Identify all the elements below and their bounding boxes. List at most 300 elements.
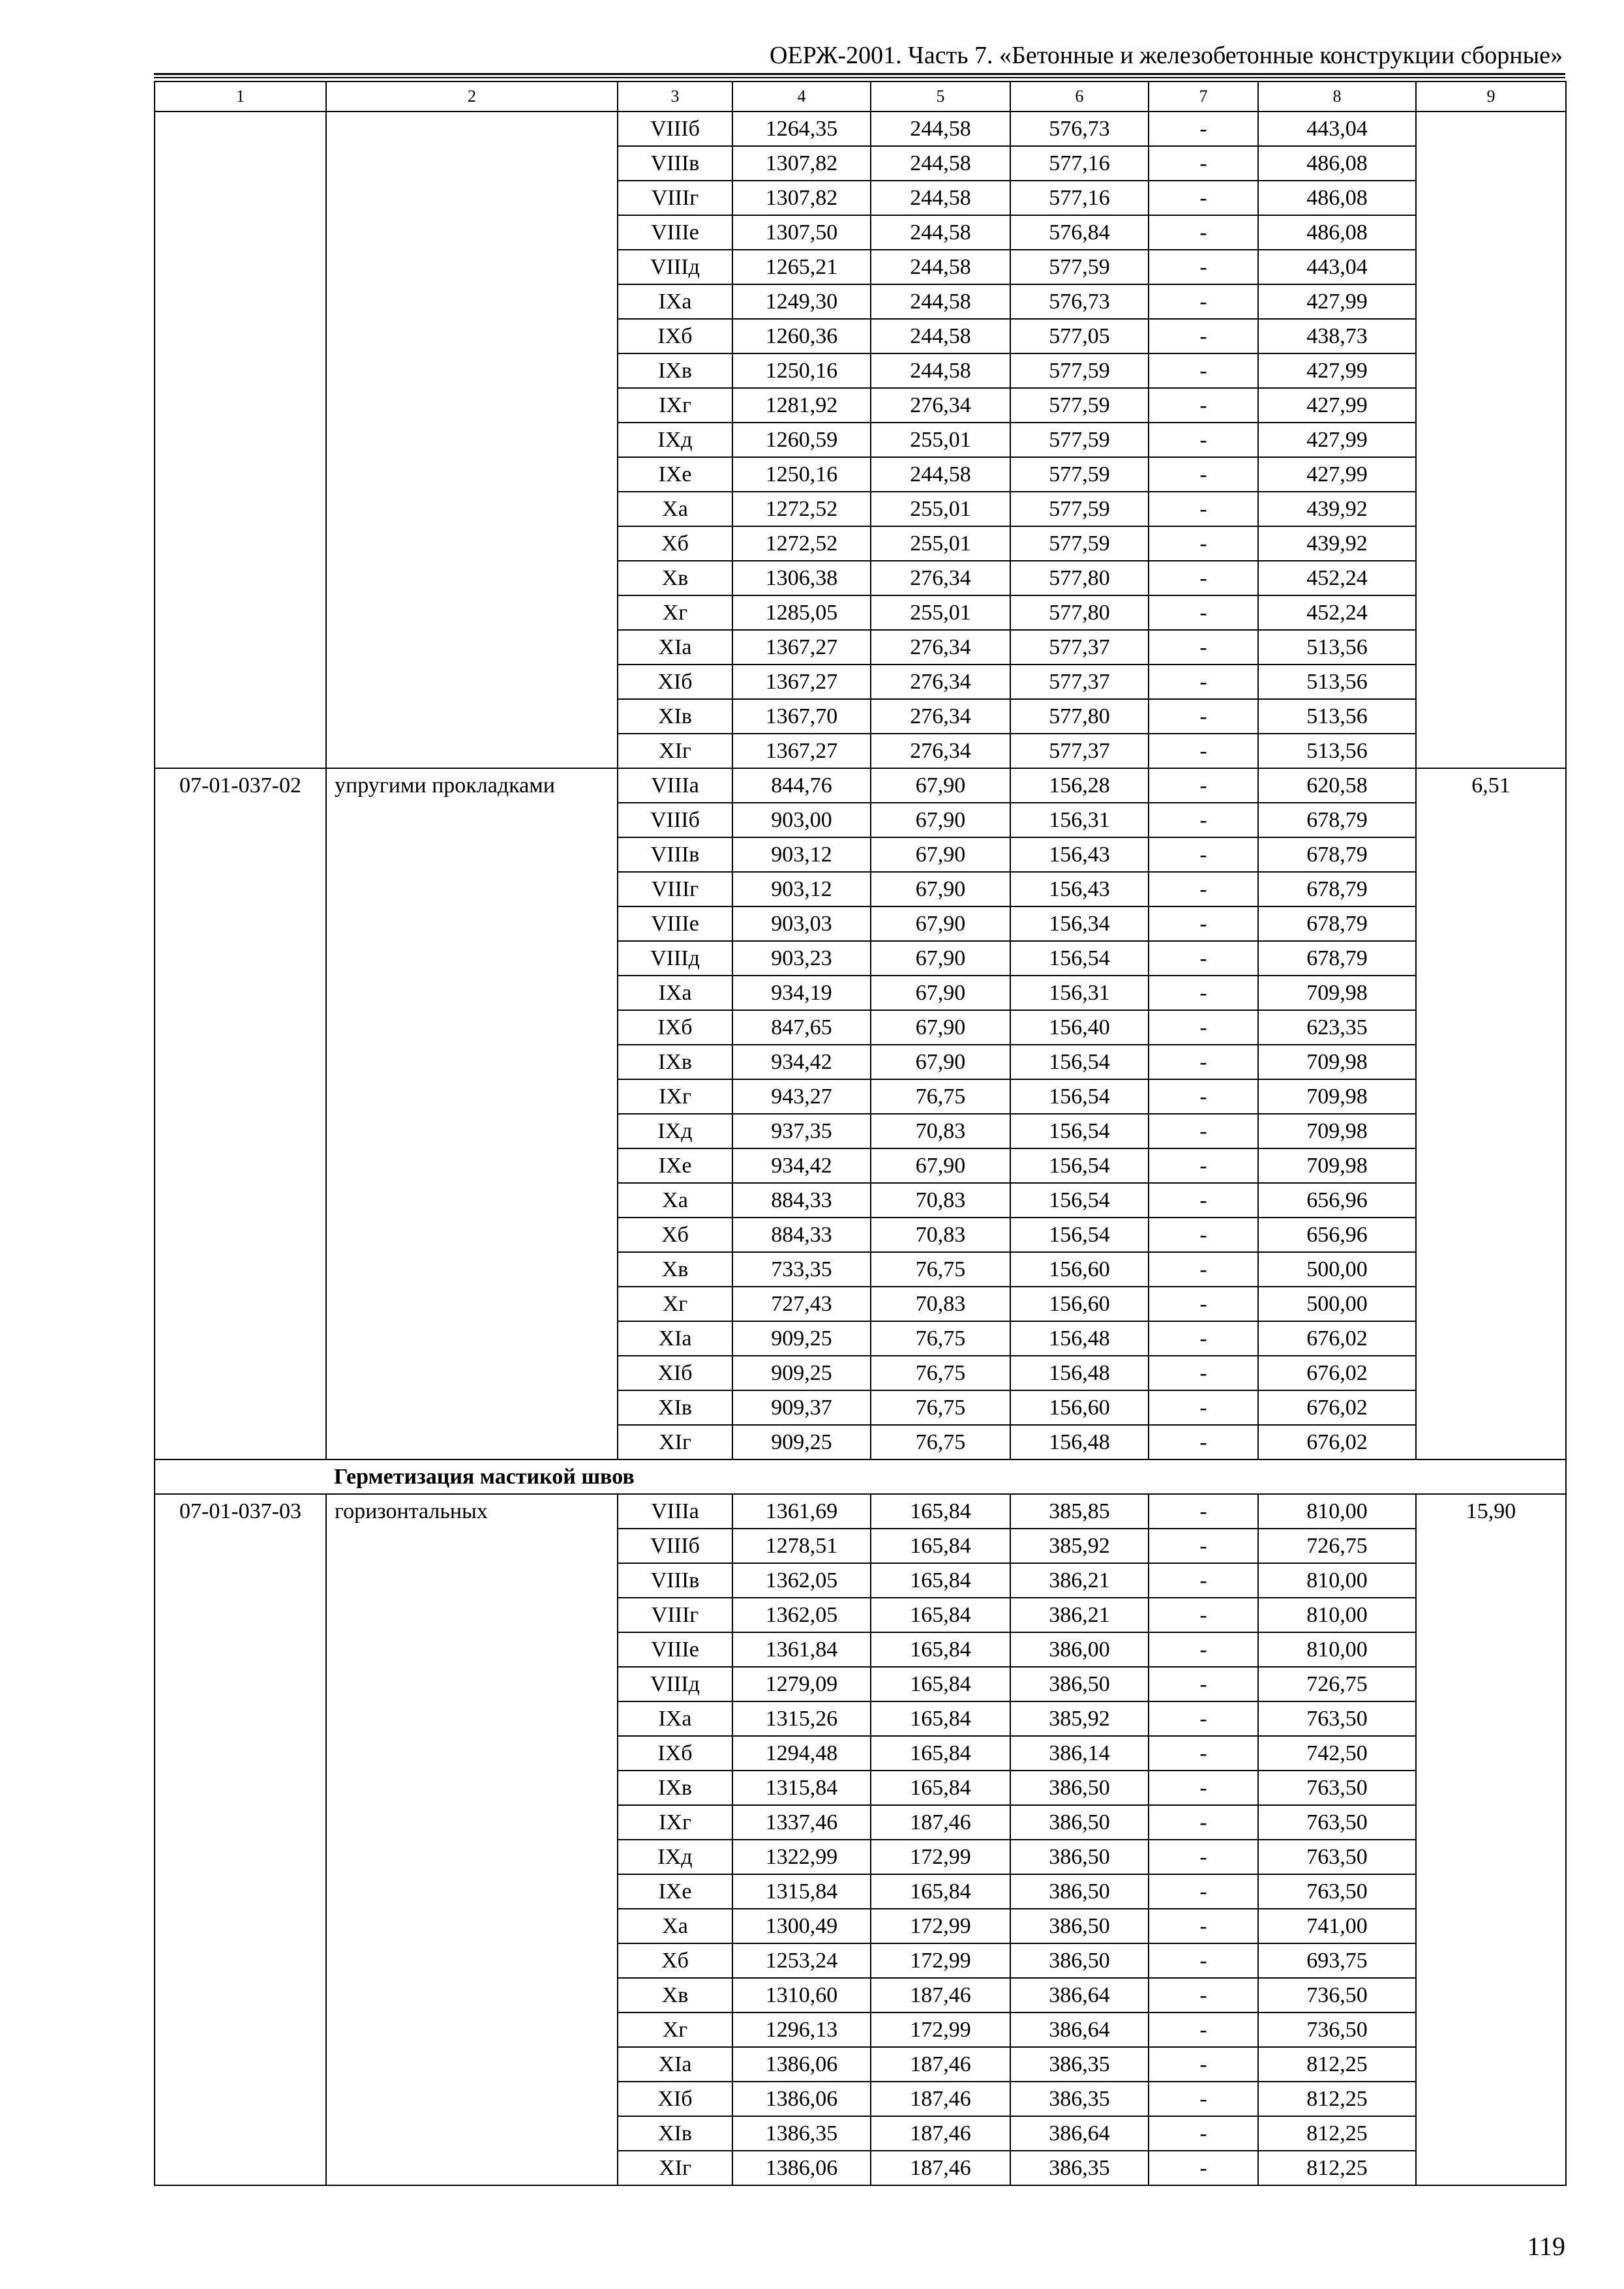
category-cell: VIIIг xyxy=(618,872,732,906)
materials-cell: 810,00 xyxy=(1258,1598,1416,1632)
wages-cell: 276,34 xyxy=(871,388,1010,423)
category-cell: IXд xyxy=(618,1840,732,1874)
drivers-wages-cell: - xyxy=(1149,2012,1258,2047)
wages-cell: 76,75 xyxy=(871,1252,1010,1287)
materials-cell: 486,08 xyxy=(1258,181,1416,215)
materials-cell: 500,00 xyxy=(1258,1252,1416,1287)
drivers-wages-cell: - xyxy=(1149,319,1258,353)
total-cost-cell: 1279,09 xyxy=(732,1667,871,1701)
drivers-wages-cell: - xyxy=(1149,1840,1258,1874)
materials-cell: 812,25 xyxy=(1258,2116,1416,2151)
machinery-cell: 577,80 xyxy=(1010,699,1149,734)
category-cell: XIа xyxy=(618,1321,732,1356)
category-cell: Xв xyxy=(618,1252,732,1287)
total-cost-cell: 909,25 xyxy=(732,1425,871,1459)
wages-cell: 187,46 xyxy=(871,2151,1010,2185)
total-cost-cell: 1315,84 xyxy=(732,1771,871,1805)
category-cell: VIIIв xyxy=(618,1563,732,1598)
category-cell: VIIIг xyxy=(618,181,732,215)
total-cost-cell: 1386,06 xyxy=(732,2047,871,2082)
item-name: горизонтальных xyxy=(326,1494,618,2185)
drivers-wages-cell: - xyxy=(1149,1771,1258,1805)
materials-cell: 500,00 xyxy=(1258,1287,1416,1321)
total-cost-cell: 1315,26 xyxy=(732,1701,871,1736)
wages-cell: 76,75 xyxy=(871,1079,1010,1114)
drivers-wages-cell: - xyxy=(1149,768,1258,803)
materials-cell: 678,79 xyxy=(1258,872,1416,906)
drivers-wages-cell: - xyxy=(1149,699,1258,734)
machinery-cell: 386,64 xyxy=(1010,2116,1149,2151)
total-cost-cell: 1306,38 xyxy=(732,561,871,595)
total-cost-cell: 903,12 xyxy=(732,872,871,906)
machinery-cell: 386,64 xyxy=(1010,1978,1149,2012)
materials-cell: 763,50 xyxy=(1258,1874,1416,1909)
total-cost-cell: 1281,92 xyxy=(732,388,871,423)
drivers-wages-cell: - xyxy=(1149,1632,1258,1667)
drivers-wages-cell: - xyxy=(1149,1148,1258,1183)
machinery-cell: 386,50 xyxy=(1010,1667,1149,1701)
category-cell: VIIIд xyxy=(618,1667,732,1701)
machinery-cell: 577,59 xyxy=(1010,388,1149,423)
drivers-wages-cell: - xyxy=(1149,1218,1258,1252)
drivers-wages-cell: - xyxy=(1149,526,1258,561)
materials-cell: 736,50 xyxy=(1258,2012,1416,2047)
materials-cell: 427,99 xyxy=(1258,457,1416,492)
machinery-cell: 156,54 xyxy=(1010,1079,1149,1114)
drivers-wages-cell: - xyxy=(1149,872,1258,906)
total-cost-cell: 1265,21 xyxy=(732,250,871,284)
wages-cell: 70,83 xyxy=(871,1287,1010,1321)
drivers-wages-cell: - xyxy=(1149,423,1258,457)
drivers-wages-cell: - xyxy=(1149,734,1258,768)
materials-cell: 810,00 xyxy=(1258,1632,1416,1667)
wages-cell: 165,84 xyxy=(871,1701,1010,1736)
drivers-wages-cell: - xyxy=(1149,1079,1258,1114)
drivers-wages-cell: - xyxy=(1149,1390,1258,1425)
wages-cell: 165,84 xyxy=(871,1632,1010,1667)
total-cost-cell: 903,23 xyxy=(732,941,871,976)
category-cell: VIIIе xyxy=(618,215,732,250)
machinery-cell: 577,59 xyxy=(1010,526,1149,561)
total-cost-cell: 1362,05 xyxy=(732,1563,871,1598)
category-cell: XIв xyxy=(618,699,732,734)
table-row xyxy=(155,768,1566,803)
materials-cell: 513,56 xyxy=(1258,665,1416,699)
drivers-wages-cell: - xyxy=(1149,1978,1258,2012)
wages-cell: 244,58 xyxy=(871,319,1010,353)
total-cost-cell: 1367,27 xyxy=(732,734,871,768)
category-cell: VIIIд xyxy=(618,941,732,976)
total-cost-cell: 1367,27 xyxy=(732,665,871,699)
drivers-wages-cell: - xyxy=(1149,561,1258,595)
machinery-cell: 156,31 xyxy=(1010,976,1149,1010)
drivers-wages-cell: - xyxy=(1149,1563,1258,1598)
materials-cell: 726,75 xyxy=(1258,1667,1416,1701)
category-cell: IXб xyxy=(618,1736,732,1771)
wages-cell: 67,90 xyxy=(871,976,1010,1010)
machinery-cell: 385,92 xyxy=(1010,1701,1149,1736)
category-cell: IXа xyxy=(618,1701,732,1736)
machinery-cell: 386,64 xyxy=(1010,2012,1149,2047)
category-cell: XIв xyxy=(618,1390,732,1425)
materials-cell: 709,98 xyxy=(1258,1079,1416,1114)
drivers-wages-cell: - xyxy=(1149,2116,1258,2151)
column-number: 4 xyxy=(732,82,871,112)
category-cell: XIб xyxy=(618,665,732,699)
materials-cell: 763,50 xyxy=(1258,1840,1416,1874)
drivers-wages-cell: - xyxy=(1149,976,1258,1010)
machinery-cell: 156,54 xyxy=(1010,1148,1149,1183)
category-cell: VIIIб xyxy=(618,112,732,146)
wages-cell: 276,34 xyxy=(871,630,1010,665)
drivers-wages-cell: - xyxy=(1149,1356,1258,1390)
category-cell: Xг xyxy=(618,2012,732,2047)
machinery-cell: 577,16 xyxy=(1010,181,1149,215)
category-cell: Xв xyxy=(618,1978,732,2012)
drivers-wages-cell: - xyxy=(1149,1287,1258,1321)
category-cell: IXв xyxy=(618,1045,732,1079)
machinery-cell: 386,35 xyxy=(1010,2151,1149,2185)
wages-cell: 187,46 xyxy=(871,2082,1010,2116)
wages-cell: 187,46 xyxy=(871,1805,1010,1840)
rates-table xyxy=(154,81,1567,2186)
wages-cell: 187,46 xyxy=(871,2116,1010,2151)
total-cost-cell: 1250,16 xyxy=(732,457,871,492)
total-cost-cell: 1310,60 xyxy=(732,1978,871,2012)
machinery-cell: 576,73 xyxy=(1010,112,1149,146)
total-cost-cell: 1260,59 xyxy=(732,423,871,457)
total-cost-cell: 1362,05 xyxy=(732,1598,871,1632)
machinery-cell: 577,37 xyxy=(1010,734,1149,768)
total-cost-cell: 733,35 xyxy=(732,1252,871,1287)
wages-cell: 67,90 xyxy=(871,941,1010,976)
wages-cell: 172,99 xyxy=(871,2012,1010,2047)
wages-cell: 67,90 xyxy=(871,768,1010,803)
drivers-wages-cell: - xyxy=(1149,1010,1258,1045)
machinery-cell: 576,84 xyxy=(1010,215,1149,250)
category-cell: IXв xyxy=(618,1771,732,1805)
wages-cell: 67,90 xyxy=(871,803,1010,837)
wages-cell: 165,84 xyxy=(871,1667,1010,1701)
category-cell: XIа xyxy=(618,630,732,665)
materials-cell: 676,02 xyxy=(1258,1390,1416,1425)
wages-cell: 244,58 xyxy=(871,146,1010,181)
drivers-wages-cell: - xyxy=(1149,941,1258,976)
drivers-wages-cell: - xyxy=(1149,1183,1258,1218)
drivers-wages-cell: - xyxy=(1149,250,1258,284)
total-cost-cell: 1250,16 xyxy=(732,353,871,388)
category-cell: VIIIе xyxy=(618,1632,732,1667)
category-cell: IXб xyxy=(618,319,732,353)
materials-cell: 693,75 xyxy=(1258,1943,1416,1978)
total-cost-cell: 884,33 xyxy=(732,1183,871,1218)
drivers-wages-cell: - xyxy=(1149,1667,1258,1701)
category-cell: VIIIе xyxy=(618,906,732,941)
total-cost-cell: 727,43 xyxy=(732,1287,871,1321)
materials-cell: 443,04 xyxy=(1258,112,1416,146)
column-number: 8 xyxy=(1258,82,1416,112)
machinery-cell: 577,37 xyxy=(1010,665,1149,699)
document-header-title: ОЕРЖ-2001. Часть 7. «Бетонные и железобетонные конструкции сборные» xyxy=(770,42,1563,69)
drivers-wages-cell: - xyxy=(1149,1598,1258,1632)
machinery-cell: 156,60 xyxy=(1010,1252,1149,1287)
category-cell: XIв xyxy=(618,2116,732,2151)
machinery-cell: 386,50 xyxy=(1010,1805,1149,1840)
category-cell: IXг xyxy=(618,388,732,423)
category-cell: VIIIв xyxy=(618,146,732,181)
category-cell: VIIIб xyxy=(618,803,732,837)
total-cost-cell: 1322,99 xyxy=(732,1840,871,1874)
machinery-cell: 385,85 xyxy=(1010,1494,1149,1529)
materials-cell: 763,50 xyxy=(1258,1771,1416,1805)
wages-cell: 165,84 xyxy=(871,1736,1010,1771)
drivers-wages-cell: - xyxy=(1149,146,1258,181)
materials-cell: 439,92 xyxy=(1258,526,1416,561)
machinery-cell: 577,59 xyxy=(1010,492,1149,526)
category-cell: IXе xyxy=(618,457,732,492)
drivers-wages-cell: - xyxy=(1149,215,1258,250)
wages-cell: 255,01 xyxy=(871,526,1010,561)
total-cost-cell: 1253,24 xyxy=(732,1943,871,1978)
wages-cell: 67,90 xyxy=(871,1010,1010,1045)
total-cost-cell: 1278,51 xyxy=(732,1529,871,1563)
wages-cell: 244,58 xyxy=(871,215,1010,250)
drivers-wages-cell: - xyxy=(1149,2151,1258,2185)
category-cell: IXв xyxy=(618,353,732,388)
page-number: 119 xyxy=(1527,2232,1565,2261)
category-cell: Xб xyxy=(618,1218,732,1252)
wages-cell: 276,34 xyxy=(871,734,1010,768)
drivers-wages-cell: - xyxy=(1149,181,1258,215)
machinery-cell: 156,43 xyxy=(1010,837,1149,872)
category-cell: IXд xyxy=(618,1114,732,1148)
category-cell: IXг xyxy=(618,1805,732,1840)
total-cost-cell: 1307,82 xyxy=(732,181,871,215)
materials-cell: 452,24 xyxy=(1258,595,1416,630)
drivers-wages-cell: - xyxy=(1149,1045,1258,1079)
materials-cell: 676,02 xyxy=(1258,1425,1416,1459)
machinery-cell: 386,21 xyxy=(1010,1563,1149,1598)
drivers-wages-cell: - xyxy=(1149,1943,1258,1978)
wages-cell: 70,83 xyxy=(871,1114,1010,1148)
drivers-wages-cell: - xyxy=(1149,2082,1258,2116)
wages-cell: 172,99 xyxy=(871,1840,1010,1874)
machinery-cell: 577,59 xyxy=(1010,353,1149,388)
item-name: упругими прокладками xyxy=(326,768,618,1459)
item-code: 07-01-037-03 xyxy=(155,1494,326,2185)
machinery-cell: 156,54 xyxy=(1010,1045,1149,1079)
machinery-cell: 577,37 xyxy=(1010,630,1149,665)
materials-cell: 452,24 xyxy=(1258,561,1416,595)
machinery-cell: 577,59 xyxy=(1010,457,1149,492)
drivers-wages-cell: - xyxy=(1149,112,1258,146)
category-cell: VIIIб xyxy=(618,1529,732,1563)
machinery-cell: 577,59 xyxy=(1010,250,1149,284)
total-cost-cell: 1264,35 xyxy=(732,112,871,146)
column-number: 7 xyxy=(1149,82,1258,112)
category-cell: Xв xyxy=(618,561,732,595)
wages-cell: 165,84 xyxy=(871,1494,1010,1529)
materials-cell: 726,75 xyxy=(1258,1529,1416,1563)
wages-cell: 172,99 xyxy=(871,1909,1010,1943)
category-cell: IXд xyxy=(618,423,732,457)
category-cell: IXа xyxy=(618,284,732,319)
column-number: 6 xyxy=(1010,82,1149,112)
category-cell: VIIIд xyxy=(618,250,732,284)
category-cell: VIIIа xyxy=(618,1494,732,1529)
materials-cell: 812,25 xyxy=(1258,2151,1416,2185)
materials-cell: 678,79 xyxy=(1258,941,1416,976)
machinery-cell: 577,05 xyxy=(1010,319,1149,353)
machinery-cell: 576,73 xyxy=(1010,284,1149,319)
wages-cell: 244,58 xyxy=(871,181,1010,215)
total-cost-cell: 1361,69 xyxy=(732,1494,871,1529)
drivers-wages-cell: - xyxy=(1149,1252,1258,1287)
drivers-wages-cell: - xyxy=(1149,1909,1258,1943)
machinery-cell: 156,54 xyxy=(1010,941,1149,976)
drivers-wages-cell: - xyxy=(1149,906,1258,941)
category-cell: VIIIв xyxy=(618,837,732,872)
section-header-row xyxy=(155,1459,1566,1494)
wages-cell: 67,90 xyxy=(871,872,1010,906)
wages-cell: 244,58 xyxy=(871,457,1010,492)
wages-cell: 244,58 xyxy=(871,250,1010,284)
column-number: 3 xyxy=(618,82,732,112)
machinery-cell: 386,21 xyxy=(1010,1598,1149,1632)
materials-cell: 709,98 xyxy=(1258,976,1416,1010)
total-cost-cell: 903,03 xyxy=(732,906,871,941)
machinery-cell: 386,50 xyxy=(1010,1840,1149,1874)
column-number: 1 xyxy=(155,82,326,112)
column-number: 2 xyxy=(326,82,618,112)
total-cost-cell: 909,25 xyxy=(732,1321,871,1356)
drivers-wages-cell: - xyxy=(1149,1494,1258,1529)
column-number-row xyxy=(155,82,1566,112)
category-cell: IXб xyxy=(618,1010,732,1045)
total-cost-cell: 1260,36 xyxy=(732,319,871,353)
header-rule-thin xyxy=(154,77,1565,78)
machinery-cell: 577,80 xyxy=(1010,561,1149,595)
materials-cell: 443,04 xyxy=(1258,250,1416,284)
labor-rate: 6,51 xyxy=(1416,768,1566,1459)
category-cell: IXе xyxy=(618,1874,732,1909)
total-cost-cell: 1249,30 xyxy=(732,284,871,319)
drivers-wages-cell: - xyxy=(1149,1321,1258,1356)
column-number: 9 xyxy=(1416,82,1566,112)
total-cost-cell: 1272,52 xyxy=(732,492,871,526)
wages-cell: 276,34 xyxy=(871,561,1010,595)
materials-cell: 676,02 xyxy=(1258,1321,1416,1356)
materials-cell: 678,79 xyxy=(1258,803,1416,837)
machinery-cell: 156,28 xyxy=(1010,768,1149,803)
machinery-cell: 156,54 xyxy=(1010,1183,1149,1218)
total-cost-cell: 1337,46 xyxy=(732,1805,871,1840)
materials-cell: 427,99 xyxy=(1258,353,1416,388)
materials-cell: 763,50 xyxy=(1258,1805,1416,1840)
wages-cell: 255,01 xyxy=(871,423,1010,457)
materials-cell: 736,50 xyxy=(1258,1978,1416,2012)
machinery-cell: 156,40 xyxy=(1010,1010,1149,1045)
total-cost-cell: 934,42 xyxy=(732,1045,871,1079)
column-number: 5 xyxy=(871,82,1010,112)
total-cost-cell: 1294,48 xyxy=(732,1736,871,1771)
drivers-wages-cell: - xyxy=(1149,457,1258,492)
category-cell: XIг xyxy=(618,1425,732,1459)
total-cost-cell: 1386,06 xyxy=(732,2151,871,2185)
machinery-cell: 156,48 xyxy=(1010,1321,1149,1356)
category-cell: XIб xyxy=(618,2082,732,2116)
category-cell: IXе xyxy=(618,1148,732,1183)
wages-cell: 165,84 xyxy=(871,1874,1010,1909)
drivers-wages-cell: - xyxy=(1149,492,1258,526)
wages-cell: 276,34 xyxy=(871,699,1010,734)
materials-cell: 513,56 xyxy=(1258,630,1416,665)
drivers-wages-cell: - xyxy=(1149,803,1258,837)
category-cell: VIIIа xyxy=(618,768,732,803)
total-cost-cell: 1307,82 xyxy=(732,146,871,181)
materials-cell: 742,50 xyxy=(1258,1736,1416,1771)
total-cost-cell: 1361,84 xyxy=(732,1632,871,1667)
materials-cell: 810,00 xyxy=(1258,1494,1416,1529)
machinery-cell: 156,34 xyxy=(1010,906,1149,941)
drivers-wages-cell: - xyxy=(1149,1114,1258,1148)
header-rule-thick xyxy=(154,73,1565,75)
machinery-cell: 156,48 xyxy=(1010,1356,1149,1390)
wages-cell: 76,75 xyxy=(871,1425,1010,1459)
drivers-wages-cell: - xyxy=(1149,1736,1258,1771)
wages-cell: 67,90 xyxy=(871,1148,1010,1183)
total-cost-cell: 1307,50 xyxy=(732,215,871,250)
total-cost-cell: 1315,84 xyxy=(732,1874,871,1909)
materials-cell: 656,96 xyxy=(1258,1218,1416,1252)
machinery-cell: 385,92 xyxy=(1010,1529,1149,1563)
wages-cell: 276,34 xyxy=(871,665,1010,699)
total-cost-cell: 1272,52 xyxy=(732,526,871,561)
wages-cell: 76,75 xyxy=(871,1356,1010,1390)
machinery-cell: 156,31 xyxy=(1010,803,1149,837)
total-cost-cell: 943,27 xyxy=(732,1079,871,1114)
materials-cell: 513,56 xyxy=(1258,734,1416,768)
total-cost-cell: 909,37 xyxy=(732,1390,871,1425)
machinery-cell: 386,50 xyxy=(1010,1943,1149,1978)
materials-cell: 438,73 xyxy=(1258,319,1416,353)
category-cell: Xа xyxy=(618,1183,732,1218)
drivers-wages-cell: - xyxy=(1149,1701,1258,1736)
total-cost-cell: 903,12 xyxy=(732,837,871,872)
total-cost-cell: 937,35 xyxy=(732,1114,871,1148)
category-cell: Xб xyxy=(618,526,732,561)
materials-cell: 486,08 xyxy=(1258,146,1416,181)
materials-cell: 676,02 xyxy=(1258,1356,1416,1390)
total-cost-cell: 884,33 xyxy=(732,1218,871,1252)
total-cost-cell: 1386,35 xyxy=(732,2116,871,2151)
drivers-wages-cell: - xyxy=(1149,2047,1258,2082)
total-cost-cell: 1367,27 xyxy=(732,630,871,665)
total-cost-cell: 909,25 xyxy=(732,1356,871,1390)
materials-cell: 427,99 xyxy=(1258,423,1416,457)
category-cell: XIг xyxy=(618,734,732,768)
machinery-cell: 386,50 xyxy=(1010,1771,1149,1805)
drivers-wages-cell: - xyxy=(1149,1425,1258,1459)
machinery-cell: 386,35 xyxy=(1010,2082,1149,2116)
total-cost-cell: 934,42 xyxy=(732,1148,871,1183)
category-cell: Xг xyxy=(618,595,732,630)
category-cell: XIа xyxy=(618,2047,732,2082)
materials-cell: 486,08 xyxy=(1258,215,1416,250)
wages-cell: 187,46 xyxy=(871,1978,1010,2012)
wages-cell: 67,90 xyxy=(871,906,1010,941)
wages-cell: 76,75 xyxy=(871,1321,1010,1356)
